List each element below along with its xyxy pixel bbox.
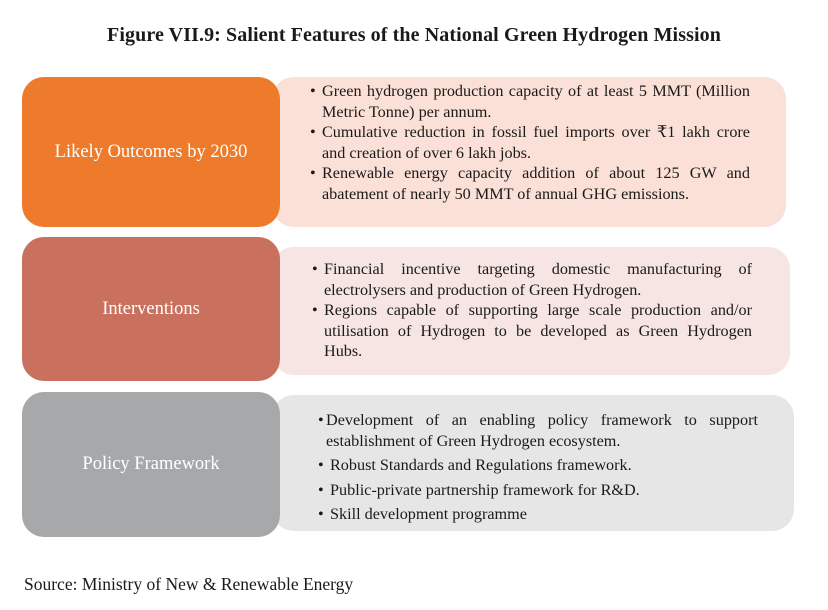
list-item: • Financial incentive targeting domestic manufacturing of electrolysers and production of Green Hydrogen. xyxy=(312,260,752,299)
bullet-icon: • xyxy=(310,164,316,182)
interventions-panel xyxy=(272,247,790,375)
list-item: • Cumulative reduction in fossil fuel imports over ₹1 lakh crore and creation of over 6 lakh jobs. xyxy=(310,123,750,162)
interventions-label: Interventions xyxy=(22,237,280,381)
outcomes-label: Likely Outcomes by 2030 xyxy=(22,77,280,227)
bullet-icon: • xyxy=(318,411,324,429)
bullet-icon: • xyxy=(312,301,318,319)
policy-list xyxy=(318,410,758,525)
list-item: • Robust Standards and Regulations framework. xyxy=(318,456,632,474)
outcomes-list xyxy=(310,81,750,204)
figure-title: Figure VII.9: Salient Features of the National Green Hydrogen Mission xyxy=(107,24,721,46)
list-item: • Public-private partnership framework for R&D. xyxy=(318,480,640,499)
policy-panel xyxy=(272,395,794,531)
list-item: • Renewable energy capacity addition of about 125 GW and abatement of nearly 50 MMT of annual GHG emissions. xyxy=(310,164,750,203)
list-item: • Green hydrogen production capacity of at least 5 MMT (Million Metric Tonne) per annum. xyxy=(310,82,750,121)
bullet-icon: • xyxy=(310,82,316,100)
source-note: Source: Ministry of New & Renewable Energy xyxy=(24,574,354,594)
list-item: • Development of an enabling policy framework to support establishment of Green Hydrogen ecosystem. xyxy=(318,411,758,450)
bullet-icon: • xyxy=(318,480,324,499)
outcomes-panel xyxy=(272,77,786,227)
bullet-icon: • xyxy=(312,260,318,278)
bullet-icon: • xyxy=(310,123,316,141)
bullet-icon: • xyxy=(318,505,324,523)
list-item: • Regions capable of supporting large scale production and/or utilisation of Hydrogen to be developed as Green Hydrogen Hubs. xyxy=(312,301,752,360)
list-item: • Skill development programme xyxy=(318,505,527,523)
interventions-list xyxy=(312,259,752,362)
policy-label: Policy Framework xyxy=(22,392,280,537)
bullet-icon: • xyxy=(318,456,324,474)
